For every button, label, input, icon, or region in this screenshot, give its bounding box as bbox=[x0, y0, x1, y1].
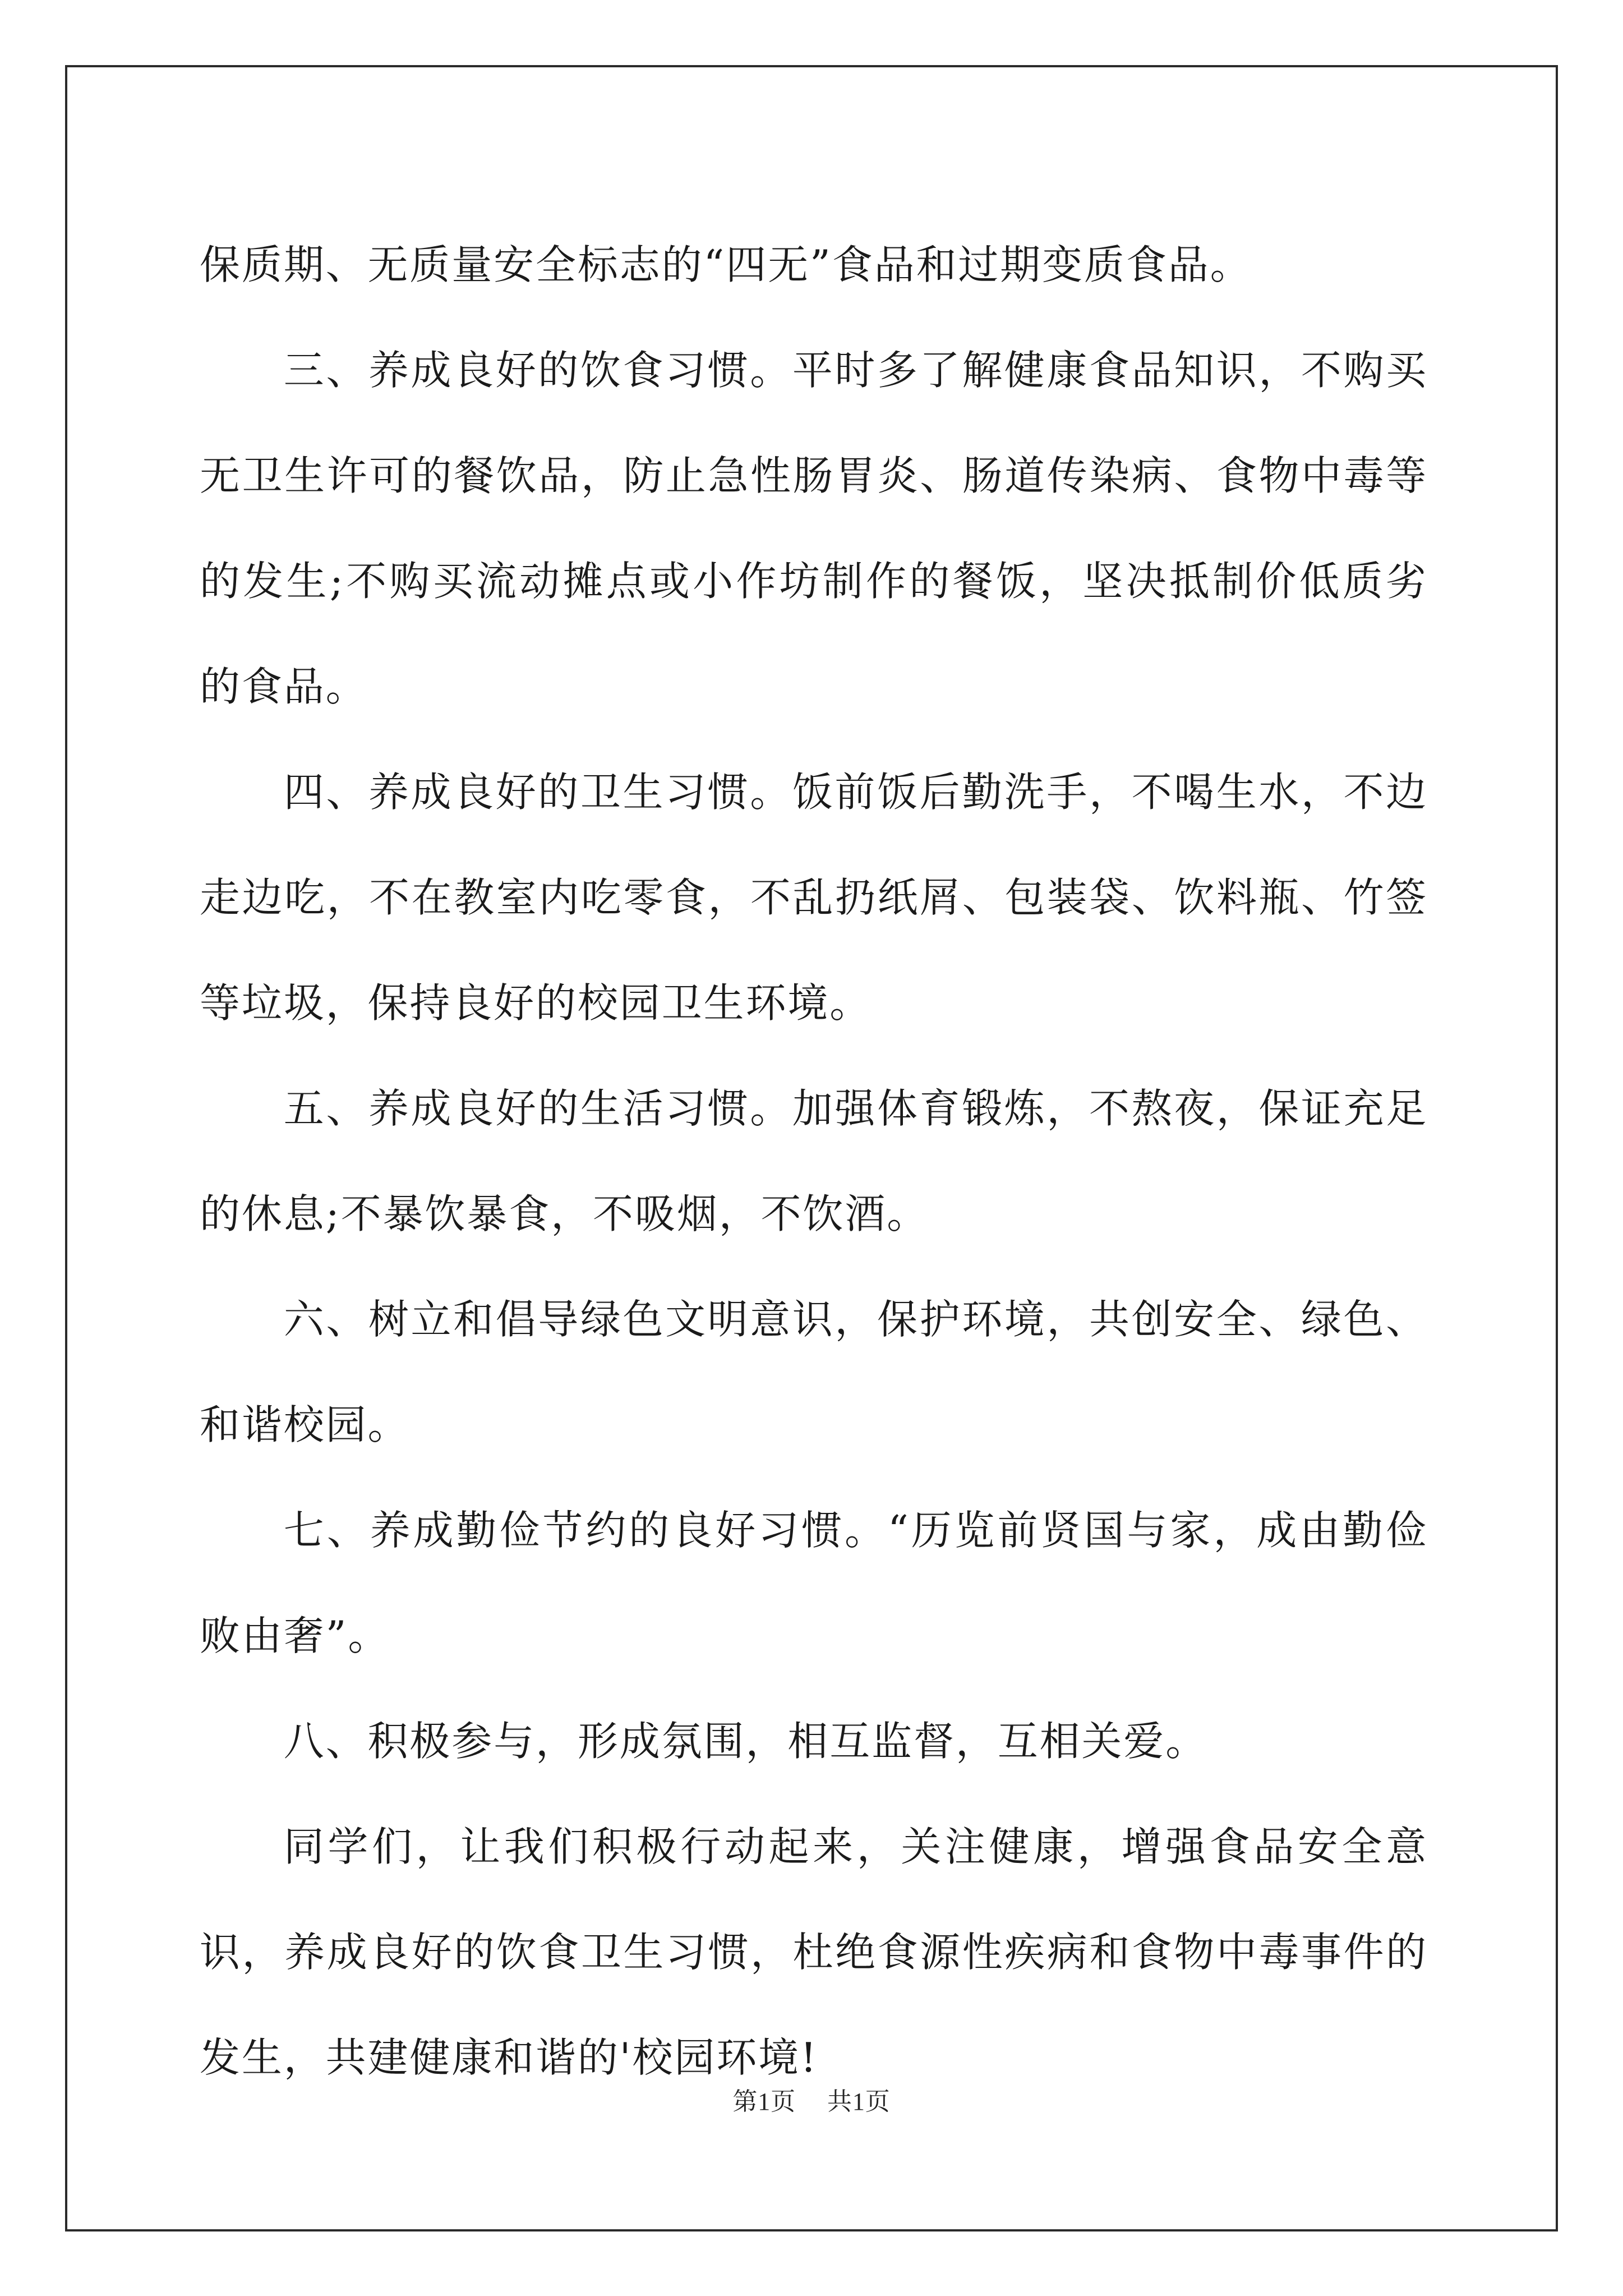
paragraph-item-6: 六、树立和倡导绿色文明意识，保护环境，共创安全、绿色、和谐校园。 bbox=[200, 1296, 1428, 1448]
document-body bbox=[200, 212, 1428, 2110]
paragraph-item-8: 八、积极参与，形成氛围，相互监督，互相关爱。 bbox=[283, 1718, 1208, 1765]
total-pages: 共1页 bbox=[827, 2088, 891, 2115]
paragraph-closing: 同学们，让我们积极行动起来，关注健康，增强食品安全意识，养成良好的饮食卫生习惯，杜绝食源性疾病和食物中毒事件的发生，共建健康和谐的'校园环境! bbox=[200, 1823, 1428, 2081]
paragraph-item-7: 七、养成勤俭节约的良好习惯。“历览前贤国与家，成由勤俭败由奢”。 bbox=[200, 1507, 1428, 1659]
paragraph-item-5: 五、养成良好的生活习惯。加强体育锻炼，不熬夜，保证充足的休息;不暴饮暴食，不吸烟，不饮酒。 bbox=[200, 1085, 1428, 1237]
paragraph-continuation: 保质期、无质量安全标志的“四无”食品和过期变质食品。 bbox=[200, 241, 1252, 288]
page-footer bbox=[0, 2081, 1623, 2117]
page-number: 第1页 bbox=[732, 2088, 796, 2115]
paragraph-item-4: 四、养成良好的卫生习惯。饭前饭后勤洗手，不喝生水，不边走边吃，不在教室内吃零食，不乱扔纸屑、包装袋、饮料瓶、竹签等垃圾，保持良好的校园卫生环境。 bbox=[200, 769, 1428, 1027]
paragraph-item-3: 三、养成良好的饮食习惯。平时多了解健康食品知识，不购买无卫生许可的餐饮品，防止急性肠胃炎、肠道传染病、食物中毒等的发生;不购买流动摊点或小作坊制作的餐饭，坚决抵制价低质劣的食品。 bbox=[200, 347, 1428, 710]
